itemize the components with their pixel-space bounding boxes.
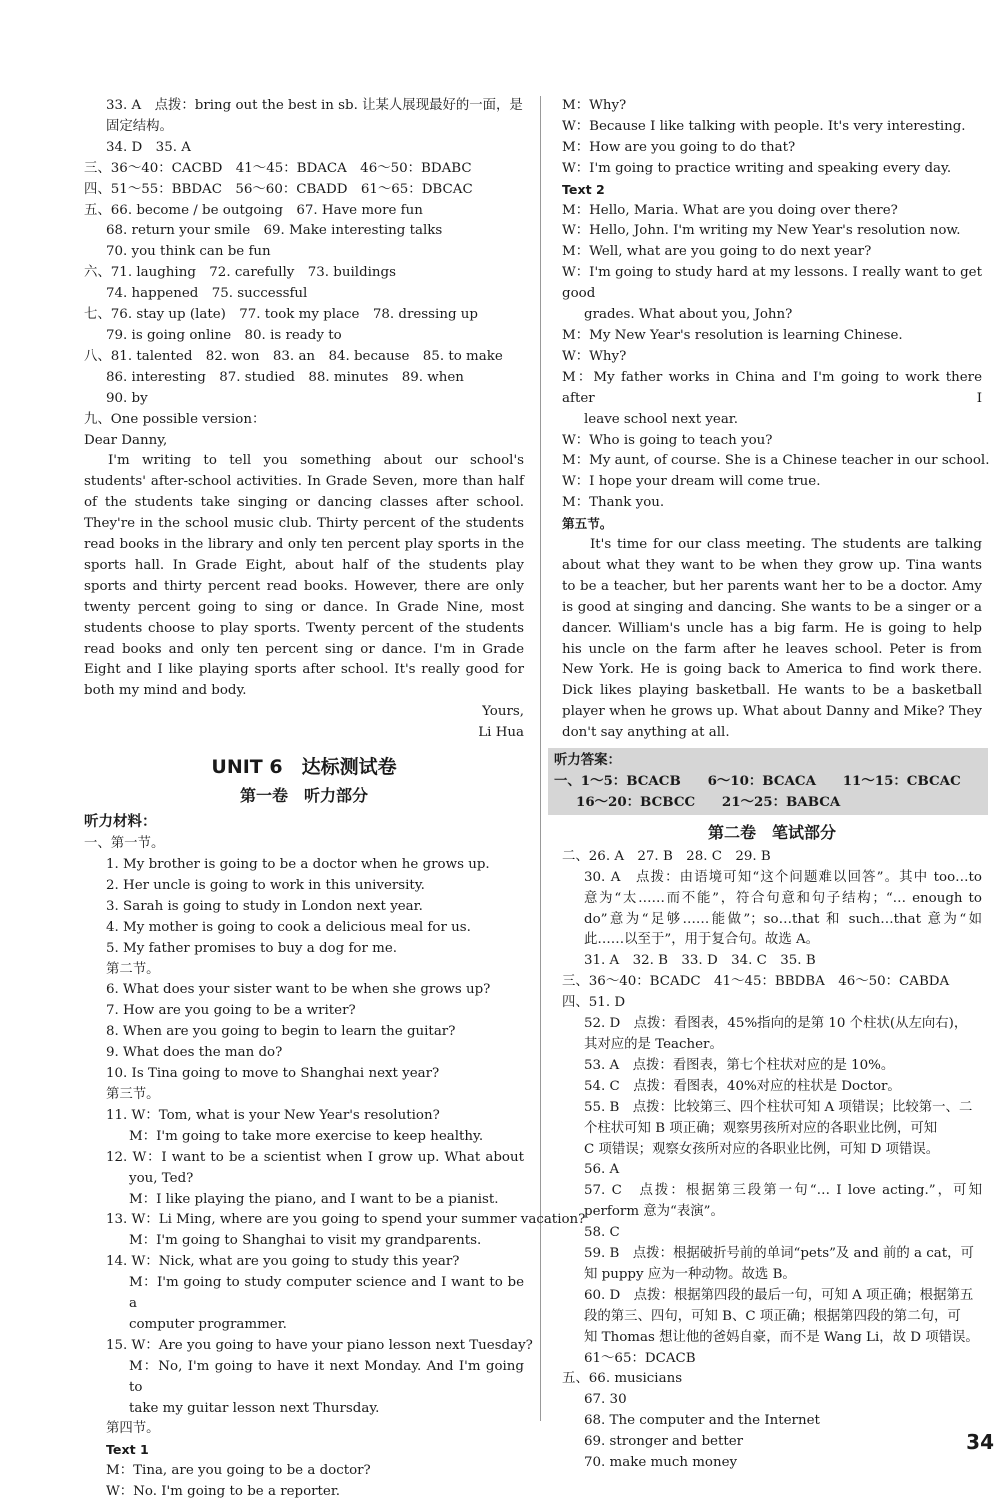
page-number: 34 xyxy=(966,1430,994,1454)
dialogue-line: M：My New Year's resolution is learning Chinese. xyxy=(562,327,903,343)
script-line: 12. W：I want to be a scientist when I grow up. What about xyxy=(106,1149,524,1165)
dialogue-line: M：Why? xyxy=(562,98,627,113)
answer-line: 70. make much money xyxy=(584,1455,738,1471)
script-line: 一、第一节。 xyxy=(84,836,165,852)
script-line: computer programmer. xyxy=(129,1316,287,1332)
section5-passage: It's time for our class meeting. The students are talking about what they want to be when they grow up. Tina wants to be a teacher, but her parents want her to be a doctor. Amy is good at singing and dancing. She wants to be a singer or a dancer. William's uncle has a big farm. He is going to help his uncle on the farm after he leaves school. Peter is from New York. He is going back to America to find work there. Dick likes playing basketball. He wants to be a basketball player when he grows up. What about Danny and Mike? They don't say anything at all. xyxy=(562,537,982,741)
listening-script xyxy=(84,834,586,1503)
script-line: W：No. I'm going to be a reporter. xyxy=(106,1484,341,1500)
answer-line: 30. A 点拨：由语境可知“这个问题难以回答”。其中 too…to xyxy=(584,869,982,885)
answer-line: 59. B 点拨：根据破折号前的单词“pets”及 and 前的 a cat，可 xyxy=(584,1246,974,1262)
script-line: M：Tina, are you going to be a doctor? xyxy=(106,1463,371,1479)
listening-answers-row2: 16～20：BCBCC 21～25：BABCA xyxy=(576,793,841,810)
dialogue-line: leave school next year. xyxy=(584,411,738,427)
unit-title: UNIT 6 达标测试卷 xyxy=(211,756,397,779)
listening-answers-row1: 一、1～5：BCACB 6～10：BCACA 11～15：CBCAC xyxy=(554,773,961,789)
answer-line: 九、One possible version： xyxy=(84,411,266,427)
answer-line: 79. is going online 80. is ready to xyxy=(106,327,342,343)
answer-line: 53. A 点拨：看图表，第七个柱状对应的是 10%。 xyxy=(584,1057,895,1073)
answer-line: 五、66. become / be outgoing 67. Have more fun xyxy=(84,202,423,218)
script-line: 第四节。 xyxy=(106,1421,160,1437)
script-line: 13. W：Li Ming, where are you going to spend your summer vacation? xyxy=(106,1212,586,1228)
answer-line: 七、76. stay up (late) 77. took my place 78. dressing up xyxy=(84,307,478,323)
answer-line: 57. C 点拨：根据第三段第一句“… I love acting.”，可知 xyxy=(584,1183,982,1199)
script-line: M：I'm going to study computer science and I want to be a xyxy=(129,1275,524,1312)
script-line: 5. My father promises to buy a dog for me. xyxy=(106,940,398,956)
right-column xyxy=(554,96,990,1474)
script-line: M：No, I'm going to have it next Monday. And I'm going to xyxy=(129,1358,524,1395)
dialogue-line: W：Who is going to teach you? xyxy=(562,432,773,448)
dialogue-line: M：My father works in China and I'm going to work there after I xyxy=(562,369,982,406)
listening-answers-heading: 听力答案： xyxy=(554,752,621,769)
answer-line: 八、81. talented 82. won 83. an 84. because 85. to make xyxy=(84,348,503,364)
answer-line: 五、66. musicians xyxy=(562,1371,683,1387)
dialogue-line: W：Why? xyxy=(562,348,627,364)
answer-line: 31. A 32. B 33. D 34. C 35. B xyxy=(584,953,816,969)
script-line: 10. Is Tina going to move to Shanghai next year? xyxy=(106,1066,440,1082)
script-line: Text 1 xyxy=(106,1442,149,1458)
answer-line: 固定结构。 xyxy=(106,118,173,134)
answer-line: 68. The computer and the Internet xyxy=(584,1413,820,1429)
sample-letter: I'm writing to tell you something about our school's students' after-school activities. In Grade Seven, more than half of the students take singing or dancing classes after school. They're in the school music club. Thirty percent of the students read books in the library and only ten percent play sports in the sports hall. In Grade Eight, about half of the students play sports and thirty percent read books. However, there are only twenty percent going to sing or dance. In Grade Nine, most students choose to play sports. Twenty percent of the students read books and only ten percent sing or dance. I'm in Grade Eight and I like playing sports after school. It's really good for both my mind and body. xyxy=(84,453,524,699)
answer-line: 70. you think can be fun xyxy=(106,244,271,260)
answer-line: 个柱状可知 B 项正确；观察男孩所对应的各职业比例，可知 xyxy=(584,1120,938,1136)
answer-line: C 项错误；观察女孩所对应的各职业比例，可知 D 项错误。 xyxy=(584,1141,940,1157)
dialogue-line: M：Well, what are you going to do next year? xyxy=(562,244,872,260)
dialogue-line: grades. What about you, John? xyxy=(584,307,793,323)
script-line: 6. What does your sister want to be when she grows up? xyxy=(106,982,491,998)
answer-line: 四、51～55：BBDAC 56～60：CBADD 61～65：DBCAC xyxy=(84,181,473,197)
dialogue-line: W：Because I like talking with people. It's very interesting. xyxy=(562,118,966,134)
answer-line: 61～65：DCACB xyxy=(584,1350,696,1366)
answer-line: 86. interesting 87. studied 88. minutes 89. when xyxy=(106,369,464,385)
answer-line: 54. C 点拨：看图表，40%对应的柱状是 Doctor。 xyxy=(584,1078,901,1094)
answer-line: 69. stronger and better xyxy=(584,1434,744,1450)
script-line: 第二节。 xyxy=(106,961,160,977)
script-line: 14. W：Nick, what are you going to study this year? xyxy=(106,1254,460,1270)
answer-line: 90. by xyxy=(106,390,148,406)
answer-line: 67. 30 xyxy=(584,1392,627,1408)
answer-key-unit5 xyxy=(84,96,524,451)
script-line: 第三节。 xyxy=(106,1086,160,1102)
dialogue-line: W：I'm going to practice writing and speaking every day. xyxy=(562,160,952,176)
answer-line: 段的第三、四句，可知 B、C 项正确；根据第四段的第二句，可 xyxy=(584,1308,961,1324)
script-line: 2. Her uncle is going to work in this university. xyxy=(106,877,425,893)
answer-line: Dear Danny, xyxy=(84,432,168,448)
part2-title: 第二卷 笔试部分 xyxy=(707,822,836,842)
answer-line: 六、71. laughing 72. carefully 73. buildings xyxy=(84,265,396,281)
dialogue-line: W：Hello, John. I'm writing my New Year's resolution now. xyxy=(562,223,961,239)
answer-line: 意为“太……而不能”，符合句意和句子结构；“… enough to xyxy=(584,890,982,906)
dialogue-line: M：My aunt, of course. She is a Chinese teacher in our school. xyxy=(562,453,990,469)
answer-line: 其对应的是 Teacher。 xyxy=(584,1036,723,1052)
dialogue-script xyxy=(562,96,990,535)
answer-line: perform 意为“表演”。 xyxy=(584,1204,724,1220)
script-line: 8. When are you going to begin to learn the guitar? xyxy=(106,1024,456,1040)
answer-line: 四、51. D xyxy=(562,995,626,1011)
script-line: 9. What does the man do? xyxy=(106,1045,283,1061)
script-line: M：I'm going to take more exercise to keep healthy. xyxy=(129,1128,484,1144)
letter-closing: Yours, xyxy=(482,704,524,720)
script-line: 15. W：Are you going to have your piano lesson next Tuesday? xyxy=(106,1337,533,1353)
answer-line: 三、36～40：BCADC 41～45：BBDBA 46～50：CABDA xyxy=(562,974,950,990)
script-line: take my guitar lesson next Thursday. xyxy=(129,1400,380,1416)
answer-line: 知 Thomas 想让他的爸妈自豪，而不是 Wang Li，故 D 项错误。 xyxy=(584,1329,979,1345)
answer-line: 二、26. A 27. B 28. C 29. B xyxy=(562,848,771,864)
answer-line: 68. return your smile 69. Make interesting talks xyxy=(106,223,443,239)
script-line: M：I'm going to Shanghai to visit my grandparents. xyxy=(129,1233,482,1249)
dialogue-line: M：Thank you. xyxy=(562,495,665,511)
answer-line: 55. B 点拨：比较第三、四个柱状可知 A 项错误；比较第一、二 xyxy=(584,1099,973,1115)
answer-line: 33. A 点拨：bring out the best in sb. 让某人展现最好的一面，是 xyxy=(106,98,523,113)
answer-line: 58. C xyxy=(584,1225,620,1241)
listening-material-heading: 听力材料： xyxy=(84,814,157,831)
script-line: you, Ted? xyxy=(129,1170,194,1186)
listening-answers-box xyxy=(548,748,988,815)
dialogue-line: W：I'm going to study hard at my lessons. I really want to get good xyxy=(562,265,982,302)
written-answers xyxy=(562,847,982,1474)
answer-line: 74. happened 75. successful xyxy=(106,286,308,302)
answer-line: 知 puppy 应为一种动物。故选 B。 xyxy=(584,1266,796,1282)
script-line: M：I like playing the piano, and I want to be a pianist. xyxy=(129,1191,499,1207)
dialogue-line: 第五节。 xyxy=(562,516,613,532)
script-line: 1. My brother is going to be a doctor when he grows up. xyxy=(106,857,490,872)
dialogue-line: Text 2 xyxy=(562,181,605,197)
letter-signature: Li Hua xyxy=(478,725,524,741)
answer-line: do”意为“足够……能做”；so…that 和 such…that 意为“如 xyxy=(584,911,982,927)
script-line: 11. W：Tom, what is your New Year's resolution? xyxy=(106,1107,440,1123)
answer-line: 此……以至于”，用于复合句。故选 A。 xyxy=(584,932,820,948)
answer-line: 34. D 35. A xyxy=(106,139,191,155)
dialogue-line: M：Hello, Maria. What are you doing over there? xyxy=(562,202,898,218)
script-line: 7. How are you going to be a writer? xyxy=(106,1003,356,1019)
script-line: 3. Sarah is going to study in London next year. xyxy=(106,898,423,914)
answer-line: 52. D 点拨：看图表，45%指向的是第 10 个柱状(从左向右)， xyxy=(584,1016,968,1032)
answer-line: 三、36～40：CACBD 41～45：BDACA 46～50：BDABC xyxy=(84,160,472,176)
answer-line: 60. D 点拨：根据第四段的最后一句，可知 A 项正确；根据第五 xyxy=(584,1287,974,1303)
script-line: 4. My mother is going to cook a delicious meal for us. xyxy=(106,919,471,935)
dialogue-line: W：I hope your dream will come true. xyxy=(562,474,821,490)
answer-line: 56. A xyxy=(584,1162,620,1178)
dialogue-line: M：How are you going to do that? xyxy=(562,139,796,155)
part1-title: 第一卷 听力部分 xyxy=(239,786,368,806)
